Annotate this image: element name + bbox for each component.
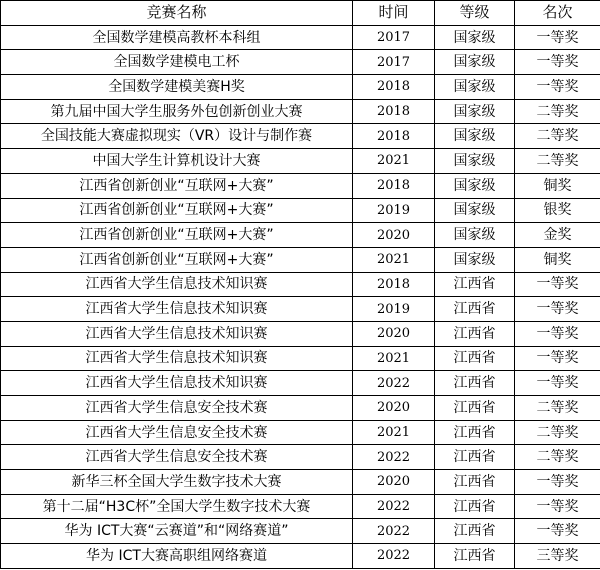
cell-year: 2021 [353, 149, 435, 174]
table-row [1, 75, 600, 100]
cell-rank: 一等奖 [515, 494, 600, 519]
table-row [1, 297, 600, 322]
cell-rank: 二等奖 [515, 99, 600, 124]
cell-year: 2017 [353, 50, 435, 75]
cell-name: 江西省大学生信息技术知识赛 [1, 297, 353, 322]
cell-year: 2017 [353, 25, 435, 50]
cell-name: 江西省创新创业“互联网+大赛” [1, 247, 353, 272]
table-row [1, 321, 600, 346]
cell-level: 江西省 [435, 445, 515, 470]
header-level: 等级 [435, 1, 515, 26]
cell-year: 2022 [353, 371, 435, 396]
cell-rank: 一等奖 [515, 519, 600, 544]
cell-name: 全国技能大赛虚拟现实（VR）设计与制作赛 [1, 124, 353, 149]
table-row [1, 494, 600, 519]
cell-level: 江西省 [435, 544, 515, 569]
cell-level: 国家级 [435, 75, 515, 100]
cell-level: 江西省 [435, 371, 515, 396]
table-row [1, 371, 600, 396]
cell-year: 2020 [353, 223, 435, 248]
cell-rank: 一等奖 [515, 50, 600, 75]
cell-rank: 一等奖 [515, 371, 600, 396]
cell-level: 江西省 [435, 396, 515, 421]
table-row [1, 470, 600, 495]
cell-rank: 一等奖 [515, 470, 600, 495]
cell-level: 国家级 [435, 50, 515, 75]
table-row [1, 519, 600, 544]
cell-name: 第九届中国大学生服务外包创新创业大赛 [1, 99, 353, 124]
cell-year: 2021 [353, 420, 435, 445]
cell-name: 全国数学建模高教杯本科组 [1, 25, 353, 50]
cell-rank: 二等奖 [515, 445, 600, 470]
cell-rank: 一等奖 [515, 297, 600, 322]
cell-level: 江西省 [435, 420, 515, 445]
table-row [1, 99, 600, 124]
cell-level: 江西省 [435, 470, 515, 495]
cell-name: 全国数学建模美赛H奖 [1, 75, 353, 100]
cell-name: 第十二届“H3C杯”全国大学生数字技术大赛 [1, 494, 353, 519]
cell-level: 国家级 [435, 223, 515, 248]
table-row [1, 445, 600, 470]
cell-year: 2019 [353, 297, 435, 322]
cell-level: 江西省 [435, 321, 515, 346]
cell-rank: 二等奖 [515, 124, 600, 149]
cell-year: 2022 [353, 445, 435, 470]
cell-rank: 三等奖 [515, 544, 600, 569]
cell-rank: 金奖 [515, 223, 600, 248]
cell-rank: 一等奖 [515, 346, 600, 371]
cell-year: 2018 [353, 124, 435, 149]
cell-year: 2018 [353, 173, 435, 198]
cell-level: 江西省 [435, 297, 515, 322]
cell-year: 2018 [353, 75, 435, 100]
cell-year: 2022 [353, 494, 435, 519]
cell-name: 华为 ICT大赛高职组网络赛道 [1, 544, 353, 569]
table-row [1, 247, 600, 272]
header-year: 时间 [353, 1, 435, 26]
cell-year: 2020 [353, 396, 435, 421]
cell-name: 华为 ICT大赛“云赛道”和“网络赛道” [1, 519, 353, 544]
cell-level: 江西省 [435, 272, 515, 297]
cell-name: 新华三杯全国大学生数字技术大赛 [1, 470, 353, 495]
table-body [1, 25, 600, 568]
table-row [1, 272, 600, 297]
cell-rank: 一等奖 [515, 272, 600, 297]
cell-level: 国家级 [435, 247, 515, 272]
cell-rank: 二等奖 [515, 420, 600, 445]
cell-year: 2021 [353, 346, 435, 371]
cell-rank: 一等奖 [515, 75, 600, 100]
cell-rank: 铜奖 [515, 247, 600, 272]
cell-name: 江西省大学生信息技术知识赛 [1, 371, 353, 396]
cell-level: 江西省 [435, 519, 515, 544]
cell-level: 国家级 [435, 173, 515, 198]
cell-year: 2020 [353, 321, 435, 346]
cell-level: 国家级 [435, 25, 515, 50]
header-name: 竞赛名称 [1, 1, 353, 26]
table-row [1, 223, 600, 248]
cell-name: 江西省大学生信息技术知识赛 [1, 321, 353, 346]
cell-name: 全国数学建模电工杯 [1, 50, 353, 75]
cell-name: 江西省创新创业“互联网+大赛” [1, 173, 353, 198]
cell-year: 2019 [353, 198, 435, 223]
table-row [1, 124, 600, 149]
cell-level: 国家级 [435, 124, 515, 149]
table-row [1, 420, 600, 445]
table-row [1, 50, 600, 75]
cell-rank: 银奖 [515, 198, 600, 223]
table-row [1, 25, 600, 50]
cell-year: 2022 [353, 544, 435, 569]
cell-level: 江西省 [435, 346, 515, 371]
cell-name: 江西省创新创业“互联网+大赛” [1, 198, 353, 223]
cell-name: 江西省大学生信息技术知识赛 [1, 346, 353, 371]
cell-level: 国家级 [435, 198, 515, 223]
header-rank: 名次 [515, 1, 600, 26]
cell-name: 中国大学生计算机设计大赛 [1, 149, 353, 174]
cell-name: 江西省大学生信息安全技术赛 [1, 420, 353, 445]
table-row [1, 198, 600, 223]
cell-rank: 二等奖 [515, 149, 600, 174]
table-row [1, 544, 600, 569]
cell-year: 2018 [353, 272, 435, 297]
table-row [1, 173, 600, 198]
cell-level: 江西省 [435, 494, 515, 519]
header-row [1, 1, 600, 26]
cell-rank: 一等奖 [515, 321, 600, 346]
cell-name: 江西省创新创业“互联网+大赛” [1, 223, 353, 248]
table-row [1, 149, 600, 174]
cell-year: 2022 [353, 519, 435, 544]
cell-level: 国家级 [435, 149, 515, 174]
table-row [1, 346, 600, 371]
table-row [1, 396, 600, 421]
cell-rank: 铜奖 [515, 173, 600, 198]
cell-name: 江西省大学生信息安全技术赛 [1, 396, 353, 421]
cell-level: 国家级 [435, 99, 515, 124]
cell-year: 2021 [353, 247, 435, 272]
cell-year: 2020 [353, 470, 435, 495]
cell-year: 2018 [353, 99, 435, 124]
cell-name: 江西省大学生信息安全技术赛 [1, 445, 353, 470]
cell-rank: 一等奖 [515, 25, 600, 50]
cell-rank: 二等奖 [515, 396, 600, 421]
cell-name: 江西省大学生信息技术知识赛 [1, 272, 353, 297]
